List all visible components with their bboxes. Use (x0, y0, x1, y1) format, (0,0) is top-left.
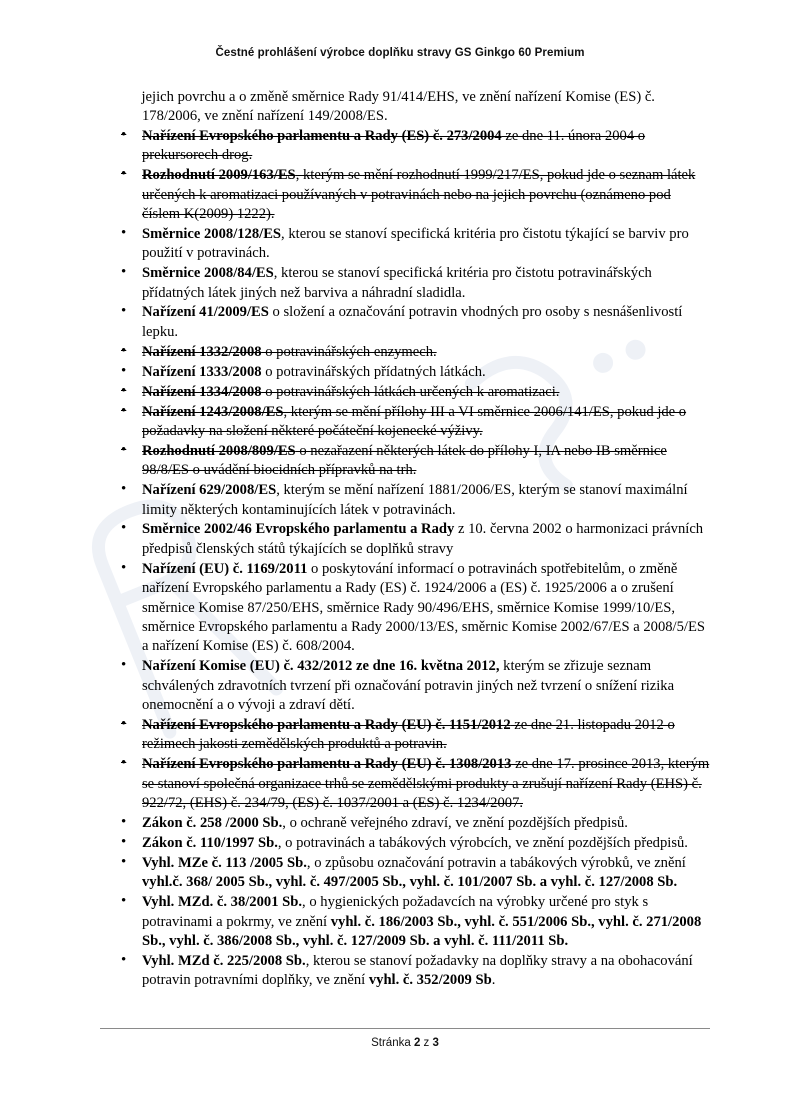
list-item-title: Rozhodnutí 2009/163/ES (142, 167, 296, 184)
list-item-text: , kterou se stanoví požadavky na doplňky stravy a na obohacování potravin potravními doplňky, ve znění (142, 952, 693, 989)
list-item-text: o nezařazení některých látek do přílohy I, IA nebo IB směrnice 98/8/ES o uvádění biocidních přípravků na trh. (142, 442, 667, 479)
list-item (100, 442, 710, 481)
list-item-text: , o způsobu označování potravin a tabákových výrobků, ve znění (306, 854, 686, 871)
list-item-text-secondary: . (491, 972, 496, 989)
list-item-title: Nařízení 1243/2008/ES (142, 403, 284, 420)
list-item-text: o potravinářských enzymech. (261, 343, 437, 360)
list-item (100, 716, 710, 755)
regulations-list (100, 127, 710, 991)
page-footer (100, 1028, 710, 1049)
list-item-title: Nařízení 1332/2008 (142, 343, 262, 360)
list-item-text: o poskytování informací o potravinách spotřebitelům, o změně nařízení Evropského parlamentu a Rady (ES) č. 1924/2006 a (ES) č. 1925/2006 a o zrušení směrnice Komise 87/250/EHS, směrnice Rady 90/496/EHS, směrnice Komise 1999/10/ES, směrnice Evropského parlamentu a Rady 2000/13/ES, směrnic Komise 2002/67/ES a 2008/5/ES a nařízení Komise (ES) č. 608/2004. (142, 560, 705, 655)
list-item-title: Nařízení Komise (EU) č. 432/2012 ze dne 16. května 2012, (142, 658, 500, 675)
list-item-title: Rozhodnutí 2008/809/ES (142, 442, 296, 459)
list-item-text: o potravinářských přídatných látkách. (261, 363, 486, 380)
list-item-title: Nařízení 1333/2008 (142, 363, 262, 380)
list-item-title: Vyhl. MZe č. 113 /2005 Sb. (142, 854, 307, 871)
list-item (100, 755, 710, 813)
list-item-title: Směrnice 2002/46 Evropského parlamentu a Rady (142, 521, 455, 538)
page-current: 2 (413, 1037, 421, 1049)
list-item-title: Zákon č. 258 /2000 Sb. (142, 815, 283, 832)
document-body (100, 88, 710, 991)
list-item-title: Nařízení 41/2009/ES (142, 304, 269, 321)
list-item-text: , o potravinách a tabákových výrobcích, ve znění pozdějších předpisů. (277, 834, 688, 851)
list-item-text: ze dne 21. listopadu 2012 o režimech jakosti zemědělských produktů a potravin. (142, 717, 675, 753)
list-item-title: Vyhl. MZd. č. 38/2001 Sb. (142, 894, 303, 911)
page-middle: z (420, 1037, 433, 1049)
list-item-title-secondary: vyhl. č. 186/2003 Sb., vyhl. č. 551/2006 Sb., vyhl. č. 271/2008 Sb., vyhl. č. 386/2008 Sb., vyhl. č. 127/2009 Sb. a vyhl. č. 111/2011 Sb. (142, 913, 702, 949)
footer-divider (100, 1028, 710, 1029)
list-item-title: Nařízení Evropského parlamentu a Rady (ES) č. 273/2004 (142, 127, 502, 144)
list-item-text: , kterou se stanoví specifická kritéria pro čistotu potravinářských přídatných látek jiných než barviva a náhradní sladidla. (142, 265, 652, 301)
list-item-text: z 10. června 2002 o harmonizaci právních předpisů členských států týkajících se doplňků stravy (142, 521, 704, 557)
list-item (100, 127, 710, 166)
list-item (100, 383, 710, 402)
intro-paragraph: jejich povrchu a o změně směrnice Rady 91/414/EHS, ve znění nařízení Komise (ES) č. 178/2006, ve znění nařízení 149/2008/ES. (141, 89, 655, 125)
list-item-title: Směrnice 2008/84/ES (142, 265, 274, 282)
list-item-text: , o ochraně veřejného zdraví, ve znění pozdějších předpisů. (282, 815, 628, 832)
list-item (100, 560, 710, 657)
list-item (100, 363, 710, 382)
list-item (100, 893, 710, 951)
list-item-title: Vyhl. MZd č. 225/2008 Sb. (142, 952, 306, 969)
list-item-text: , kterým se mění přílohy III a VI směrnice 2006/141/ES, pokud jde o požadavky na složení některé počáteční kojenecké výživy. (142, 403, 687, 439)
list-item (100, 520, 710, 559)
list-item-text: , kterým se mění nařízení 1881/2006/ES, kterým se stanoví maximální limity některých kontaminujících látek v potravinách. (142, 482, 688, 518)
list-item (100, 303, 710, 342)
page-number (100, 1037, 710, 1049)
list-item-text: ze dne 17. prosince 2013, kterým se stanoví společná organizace trhů se zemědělskými produkty a zrušují nařízení Rady (EHS) č. 922/72, (EHS) č. 234/79, (ES) č. 1037/2001 a (ES) č. 1234/2007. (142, 756, 710, 812)
list-item-title: Nařízení 629/2008/ES (142, 482, 277, 499)
list-item (100, 952, 710, 991)
list-item (100, 166, 710, 224)
list-item (100, 814, 710, 833)
list-item (100, 657, 710, 715)
list-item-title: Nařízení 1334/2008 (142, 383, 262, 400)
list-item (100, 225, 710, 264)
list-item-title-secondary: vyhl.č. 368/ 2005 Sb., vyhl. č. 497/2005 Sb., vyhl. č. 101/2007 Sb. a vyhl. č. 127/2008 Sb. (142, 874, 678, 891)
page-total: 3 (432, 1037, 439, 1049)
document-header-title: Čestné prohlášení výrobce doplňku stravy GS Ginkgo 60 Premium (215, 47, 585, 59)
list-item-title: Nařízení (EU) č. 1169/2011 (142, 560, 308, 577)
list-item (100, 403, 710, 442)
list-item (100, 854, 710, 893)
list-item-text: ze dne 11. února 2004 o prekursorech drog. (142, 127, 646, 164)
list-item-title: Nařízení Evropského parlamentu a Rady (EU) č. 1151/2012 (142, 717, 511, 733)
list-item-title: Nařízení Evropského parlamentu a Rady (EU) č. 1308/2013 (142, 756, 512, 773)
list-item-title: Zákon č. 110/1997 Sb. (142, 834, 278, 851)
list-item-text: , kterou se stanoví specifická kritéria pro čistotu týkající se barviv pro použití v potravinách. (142, 225, 689, 262)
list-item-text: kterým se zřizuje seznam schválených zdravotních tvrzení při označování potravin jiných než tvrzení o snížení rizika onemocnění a o vývoji a zdraví dětí. (142, 658, 675, 714)
list-item (100, 343, 710, 362)
list-item (100, 834, 710, 853)
page-prefix: Stránka (371, 1037, 414, 1049)
list-item-text: o potravinářských látkách určených k aromatizaci. (261, 383, 560, 400)
list-item-text: , o hygienických požadavcích na výrobky určené pro styk s potravinami a pokrmy, ve znění (142, 894, 649, 930)
list-item-title: Směrnice 2008/128/ES (142, 225, 282, 242)
list-item-text: o složení a označování potravin vhodných pro osoby s nesnášenlivostí lepku. (142, 304, 683, 340)
list-item-text: , kterým se mění rozhodnutí 1999/217/ES, pokud jde o seznam látek určených k aromatizaci používaných v potravinách nebo na jejich povrchu (oznámeno pod číslem K(2009) 1222). (142, 167, 696, 222)
list-item (100, 264, 710, 303)
list-item (100, 481, 710, 520)
list-item-title-secondary: vyhl. č. 352/2009 Sb (368, 972, 492, 989)
